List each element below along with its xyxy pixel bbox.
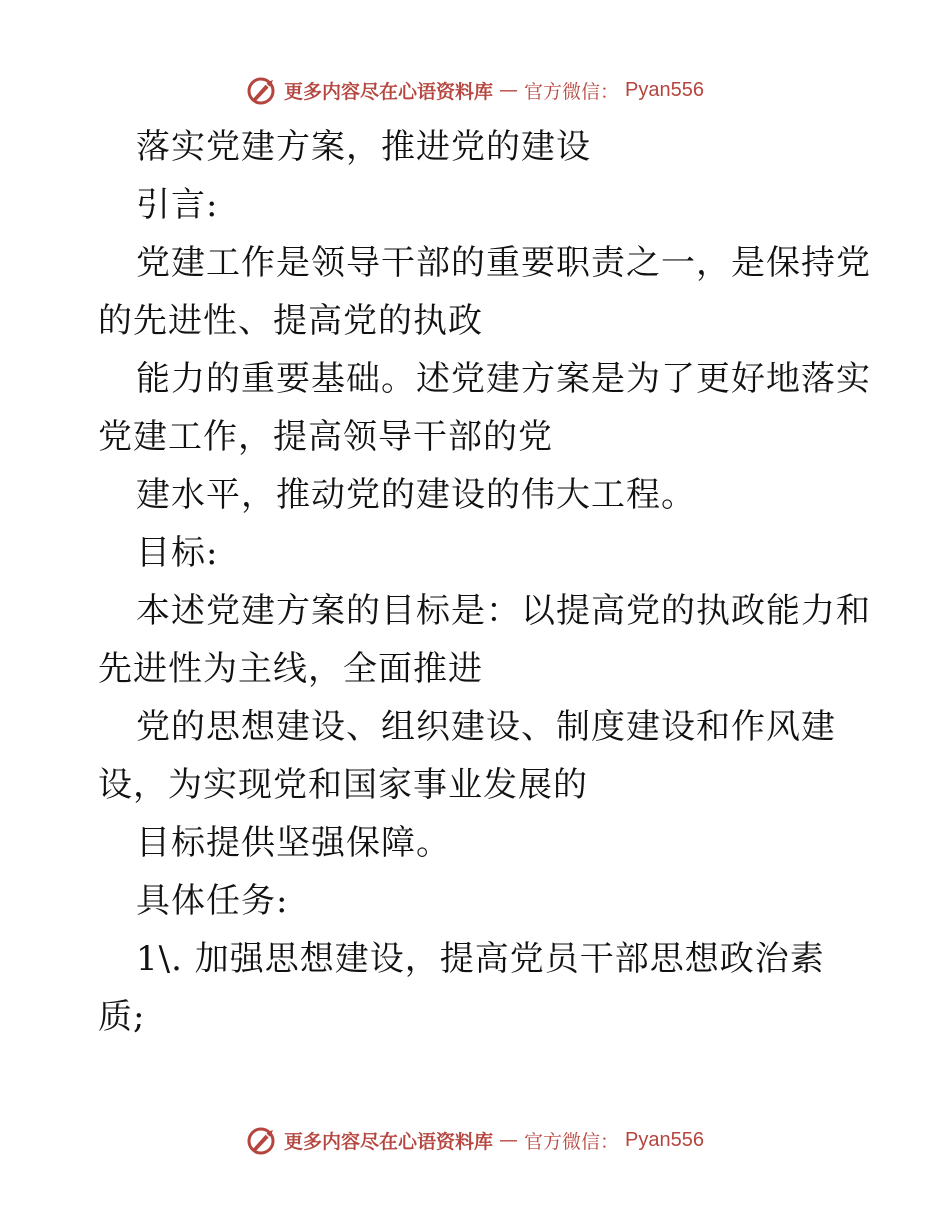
- pen-logo-icon: [246, 1124, 278, 1156]
- list-item-continuation: 质;: [98, 997, 146, 1037]
- paragraph-line: 党建工作是领导干部的重要职责之一，是保持党: [136, 243, 871, 283]
- document-title: 落实党建方案，推进党的建设: [136, 127, 591, 167]
- footer-banner: [0, 1120, 950, 1160]
- section-heading-intro: 引言:: [136, 185, 219, 225]
- pen-logo-icon: [246, 74, 278, 106]
- paragraph-line: 党的思想建设、组织建设、制度建设和作风建: [136, 707, 836, 747]
- paragraph-line: 先进性为主线，全面推进: [98, 649, 483, 689]
- paragraph-line: 能力的重要基础。述党建方案是为了更好地落实: [136, 359, 871, 399]
- banner-text: 更多内容尽在心语资料库: [284, 1130, 494, 1153]
- paragraph-line: 设，为实现党和国家事业发展的: [98, 765, 588, 805]
- banner-text: 更多内容尽在心语资料库: [284, 80, 494, 103]
- section-heading-tasks: 具体任务:: [136, 881, 289, 921]
- banner-dash: —: [499, 1129, 519, 1151]
- banner-wechat-id: Pyan556: [625, 78, 704, 101]
- document-body: [98, 118, 871, 1046]
- paragraph-line: 目标提供坚强保障。: [136, 823, 451, 863]
- paragraph-line: 本述党建方案的目标是：以提高党的执政能力和: [136, 591, 871, 631]
- paragraph-line: 建水平，推动党的建设的伟大工程。: [136, 475, 696, 515]
- paragraph-line: 的先进性、提高党的执政: [98, 301, 483, 341]
- banner-dash: —: [499, 79, 519, 101]
- banner-wechat-label: 官方微信：: [524, 80, 620, 103]
- banner-wechat-id: Pyan556: [625, 1128, 704, 1151]
- paragraph-line: 党建工作，提高领导干部的党: [98, 417, 553, 457]
- header-banner: [0, 70, 950, 110]
- list-item: 1\. 加强思想建设，提高党员干部思想政治素: [136, 939, 825, 979]
- section-heading-goal: 目标:: [136, 533, 219, 573]
- banner-wechat-label: 官方微信：: [524, 1130, 620, 1153]
